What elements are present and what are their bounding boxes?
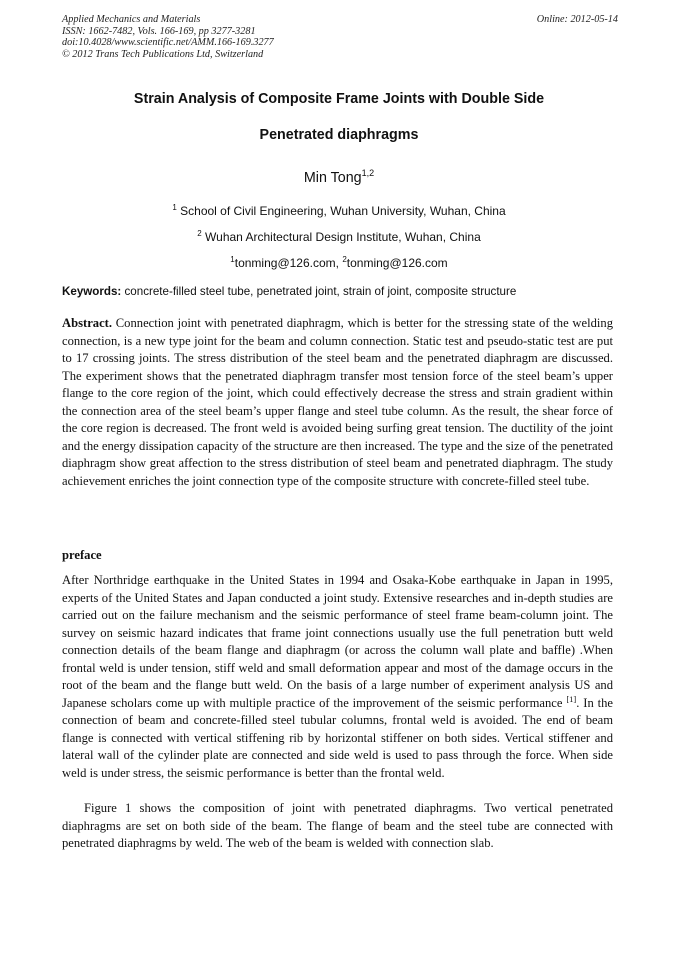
email-marker: 1 — [230, 255, 235, 264]
abstract-text: Connection joint with penetrated diaphragm, which is better for the stressing state of the welding connection, is a new type joint for the beam and column connection. Static test and pseudo-static test are put to 17 crossing joints. The stress distribution of the steel beam and the penetrated diaphragm are discussed. The experiment shows that the penetrated diaphragm transfer most tension force of the steel beam’s upper flange to the core region of the joint, which could effectively decrease the stress and strain gradient within the connection area of the steel beam’s upper flange and steel tube column. As the result, the shear force of the core region is decreased. The front weld is avoided being surfing great tension. The ductility of the joint and the energy dissipation capacity of the structure are then increased. The type and the size of the penetrated diaphragm show great affection to the stress distribution of steel beam and penetrated diaphragm. The study achievement enriches the joint connection type of the composite structure with concrete-filled steel tube. — [62, 316, 613, 488]
online-date: Online: 2012-05-14 — [536, 14, 618, 25]
doi-line[interactable]: doi:10.4028/www.scientific.net/AMM.166-169.3277 — [62, 37, 274, 49]
email-2[interactable]: tonming@126.com — [346, 256, 448, 270]
citation-ref[interactable]: [1] — [566, 693, 577, 704]
keywords — [62, 285, 618, 298]
author-name: Min Tong — [303, 170, 362, 186]
paper-title-line-1: Strain Analysis of Composite Frame Joints with Double Side — [133, 91, 545, 107]
copyright-line: © 2012 Trans Tech Publications Ltd, Switzerland — [62, 48, 264, 60]
keywords-text: concrete-filled steel tube, penetrated joint, strain of joint, composite structure — [121, 285, 517, 298]
author — [60, 168, 618, 186]
issn-line: ISSN: 1662-7482, Vols. 166-169, pp 3277-3281 — [62, 25, 256, 37]
email-marker: 2 — [342, 255, 347, 264]
abstract — [62, 315, 613, 490]
affiliation-marker: 1 — [172, 203, 177, 212]
journal-name: Applied Mechanics and Materials — [62, 14, 201, 25]
author-emails — [60, 255, 618, 270]
keywords-label: Keywords: — [62, 285, 122, 298]
abstract-label: Abstract. — [62, 316, 113, 330]
affiliation-1 — [60, 203, 618, 218]
journal-header — [62, 14, 618, 60]
preface-paragraph-2: Figure 1 shows the composition of joint with penetrated diaphragms. Two vertical penetrated diaphragms are set on both side of the beam. The flange of beam and the steel tube are connected with penetrated diaphragms by weld. The web of the beam is welded with connection slab. — [62, 801, 613, 850]
email-1[interactable]: tonming@126.com, — [234, 256, 343, 270]
affiliation-text: School of Civil Engineering, Wuhan University, Wuhan, China — [180, 204, 506, 218]
affiliation-text: Wuhan Architectural Design Institute, Wuhan, China — [205, 230, 481, 244]
affiliation-2 — [60, 229, 618, 244]
preface-paragraph-1 — [62, 572, 613, 782]
affiliation-marker: 2 — [197, 229, 202, 238]
paper-title-line-2: Penetrated diaphragms — [259, 127, 419, 143]
journal-info — [62, 14, 274, 60]
paragraph-text: . In the connection of beam and concrete-filled steel tubular columns, frontal weld is avoided. The end of beam flange is connected with vertical stiffening rib by horizontal stiffener on both sides. Vertical stiffener and lateral wall of the cylinder plate are connected and side weld is used to pass through the force. When side weld is under stress, the seismic performance is better than the frontal weld. — [62, 695, 613, 780]
section-heading-preface: preface — [62, 548, 102, 562]
author-affiliation-marker: 1,2 — [361, 168, 375, 178]
paragraph-text: After Northridge earthquake in the United States in 1994 and Osaka-Kobe earthquake in Japan in 1995, experts of the United States and Japan conducted a joint study. Extensive researches and in-depth studies are carried out on the failure mechanism and the seismic performance of steel frame beam-column joint. The survey on seismic hazard indicates that frame joint connections usually use the full penetration butt weld connection details of the beam flange and diaphragm (or across the column wall plate and baffle) .When frontal weld is under tension, stiff weld and small deformation appear and most of the damage occurs in the root of the beam and the flange butt weld. On the basis of a large number of experiment analysis US and Japanese scholars come up with multiple practice of the improvement of the seismic performance — [62, 573, 613, 710]
